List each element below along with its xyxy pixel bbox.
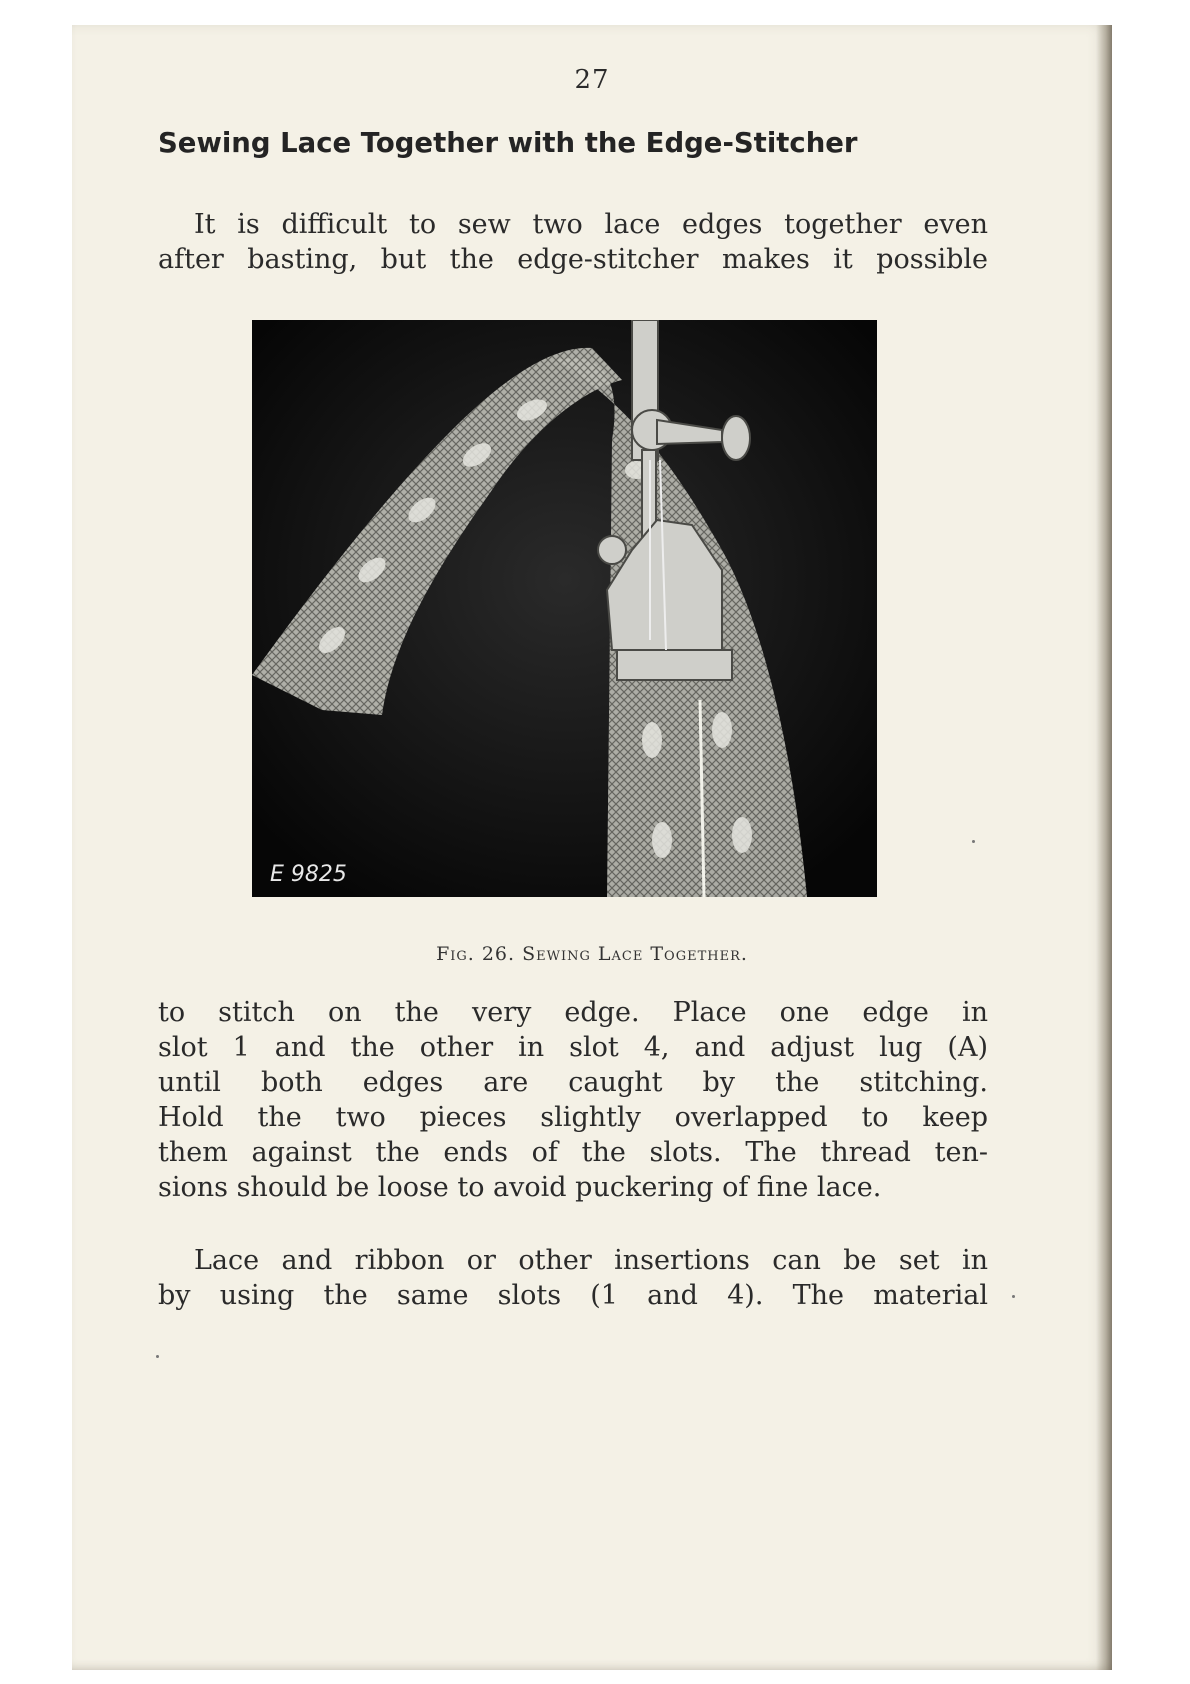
body-paragraph bbox=[158, 995, 988, 1205]
paper-speck bbox=[972, 840, 975, 843]
section-heading: Sewing Lace Together with the Edge-Stitcher bbox=[158, 127, 858, 159]
page-number: 27 bbox=[574, 65, 610, 95]
figure-code-label: E 9825 bbox=[270, 862, 347, 887]
paragraph-line: slot 1 and the other in slot 4, and adjust lug (A) bbox=[158, 1032, 988, 1063]
figure-caption: Fig. 26. Sewing Lace Together. bbox=[436, 943, 748, 965]
book-page bbox=[72, 25, 1112, 1670]
paragraph-line: Hold the two pieces slightly overlapped to keep bbox=[158, 1102, 988, 1133]
body-paragraph bbox=[158, 1243, 988, 1313]
intro-paragraph bbox=[158, 207, 988, 277]
paragraph-line: them against the ends of the slots. The thread ten- bbox=[158, 1137, 988, 1168]
paragraph-line: Lace and ribbon or other insertions can be set in bbox=[194, 1245, 988, 1276]
paragraph-line: by using the same slots (1 and 4). The material bbox=[158, 1280, 988, 1311]
figure-photo bbox=[252, 320, 877, 897]
paragraph-line: until both edges are caught by the stitching. bbox=[158, 1067, 988, 1098]
paper-speck bbox=[156, 1355, 159, 1358]
paragraph-line: It is difficult to sew two lace edges together even bbox=[194, 209, 988, 240]
lace-sewing-illustration bbox=[252, 320, 877, 897]
paragraph-line: to stitch on the very edge. Place one edge in bbox=[158, 997, 988, 1028]
paragraph-line: sions should be loose to avoid puckering of fine lace. bbox=[158, 1172, 882, 1203]
paragraph-line: after basting, but the edge-stitcher makes it possible bbox=[158, 244, 988, 275]
paper-speck bbox=[1012, 1295, 1015, 1298]
page-edge-shadow bbox=[1096, 25, 1112, 1670]
